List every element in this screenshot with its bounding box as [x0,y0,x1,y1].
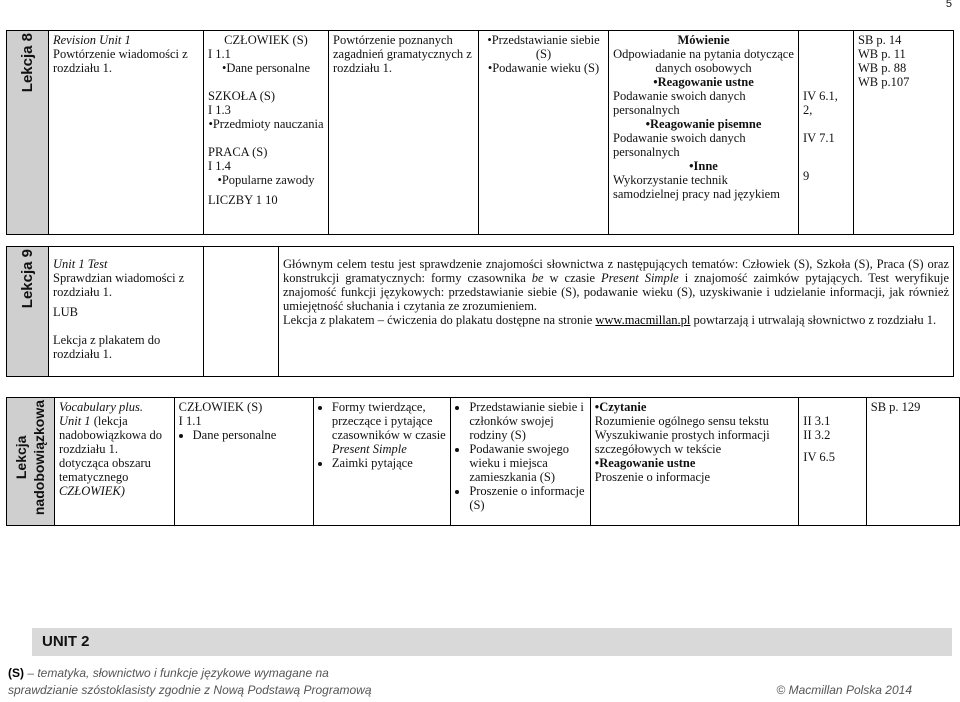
lesson-9-empty-cell [204,247,279,377]
optional-vocab-cell [174,398,313,526]
test-title: Unit 1 Test [53,257,108,271]
lesson-9-description-cell [279,247,954,377]
test-goal-text-2: w czasie [549,271,596,285]
curriculum-ref: II 3.2 [803,428,831,442]
lesson-8-label-cell [7,31,49,235]
function-item: • Przedstawianie siebie (S) [483,33,604,61]
curriculum-ref: 9 [803,169,810,183]
function-item: • Podawanie wieku (S) [483,61,604,75]
lesson-8-functions-cell [479,31,609,235]
lesson-9-table [6,246,954,377]
lesson-8-grammar-cell [329,31,479,235]
grammar-list [318,400,446,470]
material-ref: SB p. 14 [858,33,902,47]
curriculum-ref: IV 7.1 [803,131,835,145]
skill-text: Proszenie o informacje [594,470,711,484]
vocab-czlowiek-id: I 1.1 [208,47,231,61]
lesson-8-topic-cell [49,31,204,235]
optional-desc: (lekcja nadobowiązkowa do rozdziału 1. dotycząca obszaru tematycznego [58,414,163,484]
test-goal-text: Głównym celem testu jest sprawdzenie znajomości słownictwa z następujących tematów: Człowiek (S), Szkoła (S), Praca (S) oraz konstrukcji gramatycznych: formy czasownika [283,257,949,285]
curriculum-ref: II 3.1 [803,414,831,428]
optional-curriculum-cell [799,398,866,526]
grammar-item: • Zaimki pytające [332,456,446,470]
skill-text: Rozumienie ogólnego sensu tekstu [594,414,769,428]
macmillan-link[interactable]: www.macmillan.pl [595,313,691,327]
skill-text: Podawanie swoich danych personalnych [613,131,746,159]
skill-text: Odpowiadanie na pytania dotyczące danych osobowych [613,47,794,75]
optional-vocab-head: CZŁOWIEK (S) [178,400,263,414]
vocab-czlowiek-item: • Dane personalne [208,61,324,75]
function-item: • Przedstawianie siebie i członków swojej rodziny (S) [469,400,585,442]
poster-text: Lekcja z plakatem – ćwiczenia do plakatu dostępne na stronie [283,313,593,327]
function-item: • Proszenie o informacje (S) [469,484,585,512]
skill-text: Wykorzystanie technik samodzielnej pracy nad językiem [613,173,780,201]
be-term: be [531,271,544,285]
vocab-szkola-head: SZKOŁA (S) [208,89,276,103]
test-goal-text-3: i znajomość zaimków pytających. Test weryfikuje znajomość funkcji językowych: przedstawianie siebie (S), podawanie wieku (S), uzyskiwanie i udzielanie informacji, jak również umiejętność słuchania i czytania ze zrozumieniem. [283,271,950,313]
test-or: LUB [53,305,78,319]
vocab-numbers: LICZBY 1 10 [208,193,278,207]
footer-copyright: © Macmillan Polska 2014 [776,683,912,697]
poster-text-2: powtarzają i utrwalają słownictwo z rozdziału 1. [693,313,937,327]
footer-text-1: – tematyka, słownictwo i funkcje językowe wymagane na [24,666,329,680]
footer-s-marker: (S) [8,666,24,680]
lesson-9-topic-cell [49,247,204,377]
lesson-9-label: Lekcja 9 [18,249,36,309]
material-ref: WB p. 11 [858,47,906,61]
lesson-8-curriculum-cell [799,31,854,235]
material-ref: WB p.107 [858,75,910,89]
optional-materials-cell [866,398,959,526]
skill-heading: • Reagowanie pisemne [613,117,794,131]
optional-label: Lekcja nadobowiązkowa [13,400,48,516]
curriculum-ref: IV 6.5 [803,450,835,464]
optional-vocab-item: • Dane personalne [193,428,309,442]
optional-topic: CZŁOWIEK) [58,484,125,498]
optional-functions-cell [451,398,590,526]
optional-topic-cell [54,398,174,526]
skill-heading: • Reagowanie ustne [613,75,794,89]
vocab-praca-id: I 1.4 [208,159,231,173]
grammar-item: • Formy twierdzące, przeczące i pytające czasowników w czasie Present Simple [332,400,446,456]
optional-vocab-list [179,428,309,442]
vocab-praca-item: • Popularne zawody [208,173,324,187]
revision-title: Revision Unit 1 [53,33,131,47]
optional-label-cell [7,398,55,526]
lesson-8-materials-cell [854,31,954,235]
skill-heading: Mówienie [677,33,730,47]
optional-lesson-table [6,397,960,526]
vocab-szkola-item: • Przedmioty nauczania [208,117,324,131]
optional-grammar-cell [313,398,450,526]
skill-text: Podawanie swoich danych personalnych [613,89,746,117]
lesson-8-skills-cell [609,31,799,235]
lesson-8-vocab-cell [204,31,329,235]
footer-line-1 [8,666,329,680]
optional-vocab-id: I 1.1 [178,414,202,428]
material-ref: WB p. 88 [858,61,907,75]
vocab-szkola-id: I 1.3 [208,103,231,117]
vocab-plus-title: Vocabulary plus. [58,400,143,414]
function-item: • Podawanie swojego wieku i miejsca zamieszkania (S) [469,442,585,484]
lesson-8-label: Lekcja 8 [18,33,36,93]
curriculum-ref: IV 6.1, 2, [803,89,838,117]
vocab-czlowiek-head: CZŁOWIEK (S) [224,33,308,47]
material-ref: SB p. 129 [870,400,921,414]
grammar-text: Powtórzenie poznanych zagadnień gramatycznych z rozdziału 1. [333,33,472,75]
test-desc: Sprawdzian wiadomości z rozdziału 1. [53,271,185,299]
skill-heading: • Reagowanie ustne [595,456,794,470]
footer-line-2: sprawdzianie szóstoklasisty zgodnie z Nową Podstawą Programową [8,683,372,697]
unit-2-header: UNIT 2 [32,628,952,656]
page-number: 5 [945,0,952,10]
lesson-8-table [6,30,954,235]
revision-desc: Powtórzenie wiadomości z rozdziału 1. [53,47,188,75]
unit-1-ref: Unit 1 [58,414,91,428]
functions-list [455,400,585,512]
present-simple-term: Present Simple [601,271,679,285]
lesson-9-label-cell [7,247,49,377]
poster-lesson: Lekcja z plakatem do rozdziału 1. [53,333,161,361]
skill-heading: • Inne [613,159,794,173]
optional-skills-cell [590,398,798,526]
skill-text: Wyszukiwanie prostych informacji szczegółowych w tekście [594,428,770,456]
skill-heading: • Czytanie [595,400,794,414]
vocab-praca-head: PRACA (S) [208,145,268,159]
